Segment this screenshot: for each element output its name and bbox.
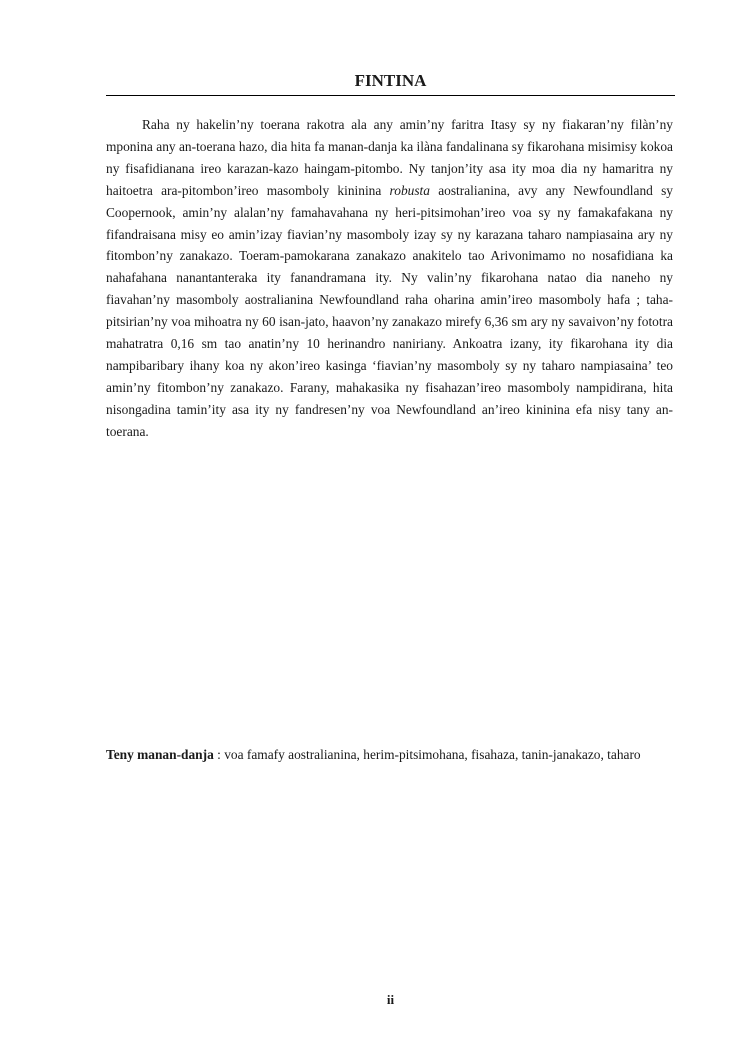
abstract-paragraph bbox=[106, 114, 673, 443]
keywords-separator: : bbox=[213, 747, 225, 762]
abstract-italic-term: robusta bbox=[389, 182, 430, 198]
keywords-label: Teny manan-danja bbox=[106, 747, 214, 762]
abstract-text-part-2: aostralianina, avy any Newfoundland sy Coopernook, amin’ny alalan’ny famahavahana ny heri-pitsimohan’ireo voa sy ny famakafakana ny fifandraisana misy eo amin’izay fiavian’ny masomboly izay sy ny karazana taharo nampiasaina ary ny fitombon’ny zanakazo. Toeram-pamokarana zanakazo anakitelo tao Arivonimamo no nosafidiana ka nahafahana nanantanteraka ity fanandramana ity. Ny valin’ny fikarohana natao dia naneho ny fiavahan’ny masomboly aostralianina Newfoundland raha oharina amin’ireo masomboly hafa ; taha-pitsirian’ny voa mihoatra ny 60 isan-jato, haavon’ny zanakazo mirefy 6,36 sm ary ny savaivon’ny fototra mahatratra 0,16 sm tao anatin’ny 10 herinandro naniriany. Ankoatra izany, ity fikarohana ity dia nampibaribary ihany koa ny akon’ireo kasinga ‘fiavian’ny masomboly sy ny taharo nampiasaina’ teo amin’ny fitombon’ny zanakazo. Farany, mahakasika ny fisahazan’ireo masomboly nampidirana, hita nisongadina tamin’ity asa ity ny fandresen’ny voa Newfoundland an’ireo kininina efa nisy tany an-toerana. bbox=[106, 182, 673, 439]
title-divider bbox=[106, 95, 675, 96]
page-title: FINTINA bbox=[354, 71, 427, 90]
keywords-list: voa famafy aostralianina, herim-pitsimohana, fisahaza, tanin-janakazo, taharo bbox=[224, 747, 641, 762]
keywords-paragraph bbox=[106, 744, 673, 766]
page-number: ii bbox=[386, 992, 395, 1007]
abstract-text-part-1: Raha ny hakelin’ny toerana rakotra ala any amin’ny faritra Itasy sy ny fiakaran’ny filàn’ny mponina any an-toerana hazo, dia hita fa manan-danja ka ilàna fandalinana sy fikarohana misimisy kokoa ny fisafidianana ireo karazan-kazo haingam-pitombo. Ny tanjon’ity asa ity moa dia ny hamaritra ny haitoetra ara-pitombon’ireo masomboly kininina bbox=[106, 117, 673, 198]
